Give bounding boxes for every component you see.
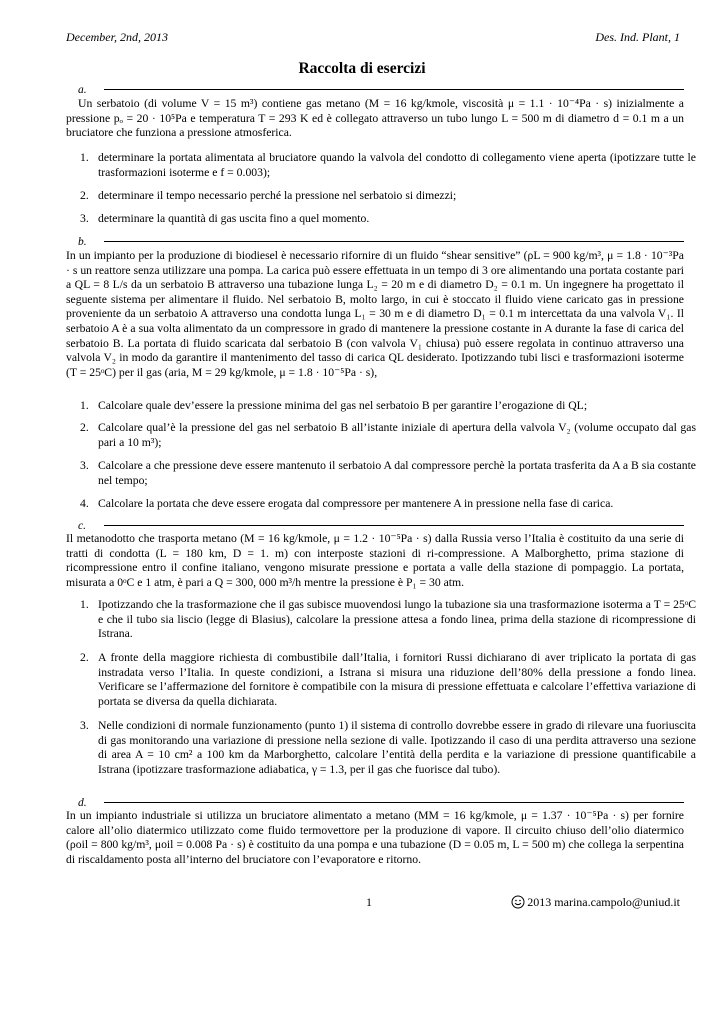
- item-text: determinare il tempo necessario perché la pressione nel serbatoio si dimezzi;: [98, 189, 457, 202]
- section-b-intro: In un impianto per la produzione di biodiesel è necessario rifornire di un fluido “shear sensitive” (ρL = 900 kg/m³, μ = 1.8 · 10⁻³Pa · s un reattore senza utilizzare una pompa. La carica può essere effettuata in un tempo di 3 ore alimentando una portata costante pari a QL = 8 L/s da un serbatoio B attraverso una tubazione lunga L₂ = 20 m e di diametro D₂ = 0.1 m. Un ingegnere ha progettato il seguente sistema per alimentare il fluido. Nel serbatoio B, molto largo, in cui è stoccato il fluido viene caricato gas in pressione proveniente da un serbatoio A attraverso una condotta lunga L₁ = 30 m e di diametro D₁ = 0.1 m intercettata da una valvola V₁. Il serbatoio A è a sua volta alimentato da un compressore in grado di mantenere la pressione costante in A durante la fase di carica del serbatoio B. La portata di fluido scaricata dal serbatoio B (con valvola V₁ chiusa) può essere regolata in continuo attraverso una valvola V₂ in modo da garantire il mantenimento del tasso di carica QL desiderato. Ipotizzando tubi lisci e trasformazioni isoterme (T = 25ᵒC) per il gas (aria, M = 29 kg/kmole, μ = 1.8 · 10⁻⁵Pa · s),: [66, 249, 684, 379]
- section-b-item-3: 3. Calcolare a che pressione deve essere mantenuto il serbatoio A dal compressore perchè la portata trasferita da A a B sia costante nel tempo;: [80, 459, 696, 487]
- item-text: Nelle condizioni di normale funzionamento (punto 1) il sistema di controllo dovrebbe essere in grado di rilevare una fuoriuscita di gas monitorando una variazione di pressione nella sezione di valle. Ipotizzando il caso di una perdita attraverso una sezione di area A = 10 cm² a 100 km da Marborghetto, calcolare l’entità della perdita e la variazione di pressione quantificabile a Istrana (ipotizzare trasformazione adiabatica, γ = 1.3, per il gas che fuorisce dal tubo).: [98, 719, 696, 776]
- header-date: December, 2nd, 2013: [66, 30, 168, 44]
- item-text: Calcolare la portata che deve essere erogata dal compressore per mantenere A in pressione nella fase di carica.: [98, 497, 614, 510]
- section-divider: [104, 525, 684, 526]
- section-b-item-1: 1. Calcolare quale dev’essere la pressione minima del gas nel serbatoio B per garantire l’erogazione di QL;: [80, 399, 588, 412]
- section-letter: c.: [78, 520, 86, 532]
- section-c-item-2: 2. A fronte della maggiore richiesta di combustibile dall’Italia, i fornitori Russi dichiarano di aver triplicato la portata di gas instradata verso l’Italia. In queste condizioni, a Istrana si misura una riduzione dell’80% della pressione a fondo linea. Verificare se l’affermazione del fornitore è compatibile con la misura di pressione effettuata e calcolare l’effettiva variazione di portata se diversa da quella dichiarata.: [80, 651, 696, 708]
- section-b-item-2: 2. Calcolare qual’è la pressione del gas nel serbatoio B all’istante iniziale di apertura della valvola V₂ (volume occupato dal gas pari a 10 m³);: [80, 421, 696, 449]
- section-b-heading: [66, 236, 684, 250]
- item-text: Calcolare qual’è la pressione del gas nel serbatoio B all’istante iniziale di apertura della valvola V₂ (volume occupato dal gas pari a 10 m³);: [98, 421, 696, 449]
- item-text: determinare la portata alimentata al bruciatore quando la valvola del condotto di collegamento viene aperta (ipotizzare tutte le trasformazioni isoterme e f = 0.003);: [98, 151, 696, 179]
- item-text: Calcolare a che pressione deve essere mantenuto il serbatoio A dal compressore perchè la portata trasferita da A a B sia costante nel tempo;: [98, 459, 696, 487]
- page-number: 1: [366, 895, 372, 909]
- page-title: Raccolta di esercizi: [298, 60, 426, 77]
- section-a-heading: [66, 84, 684, 98]
- section-a-item-1: 1. determinare la portata alimentata al bruciatore quando la valvola del condotto di collegamento viene aperta (ipotizzare tutte le trasformazioni isoterme e f = 0.003);: [80, 151, 696, 179]
- section-a-item-3: 3. determinare la quantità di gas uscita fino a quel momento.: [80, 212, 370, 225]
- section-d-intro: In un impianto industriale si utilizza un bruciatore alimentato a metano (MM = 16 kg/kmole, μ = 1.37 · 10⁻⁵Pa · s) per fornire calore all’olio diatermico utilizzato come fluido termovettore per la produzione di vapore. Il circuito chiuso dell’olio diatermico (ρoil = 800 kg/m³, μoil = 0.008 Pa · s) è costituito da una pompa e una tubazione (D = 0.05 m, L = 500 m) che collega la serpentina di riscaldamento posta all’interno del bruciatore con l’evaporatore e ritorno.: [66, 809, 684, 866]
- section-divider: [104, 89, 684, 90]
- section-a-item-2: 2. determinare il tempo necessario perché la pressione nel serbatoio si dimezzi;: [80, 189, 457, 202]
- item-text: Calcolare quale dev’essere la pressione minima del gas nel serbatoio B per garantire l’erogazione di QL;: [98, 399, 588, 412]
- item-text: Ipotizzando che la trasformazione che il gas subisce muovendosi lungo la tubazione sia una trasformazione isoterma a T = 25ᵒC e che il tubo sia liscio (legge di Blasius), calcolare la pressione attesa a fondo linea, prima della stazione di ricompressione di Istrana.: [98, 598, 696, 641]
- section-c-item-1: 1. Ipotizzando che la trasformazione che il gas subisce muovendosi lungo la tubazione sia una trasformazione isoterma a T = 25ᵒC e che il tubo sia liscio (legge di Blasius), calcolare la pressione attesa a fondo linea, prima della stazione di ricompressione di Istrana.: [80, 598, 696, 641]
- section-letter: a.: [78, 84, 87, 96]
- section-c-intro: Il metanodotto che trasporta metano (M = 16 kg/kmole, μ = 1.2 · 10⁻⁵Pa · s) dalla Russia verso l’Italia è costituito da una serie di tratti di condotta (L = 180 km, D = 1. m) con interposte stazioni di ri-compressione. A Malborghetto, prima stazione di ricompressione entro il confine italiano, vengono misurate pressione e portata a valle della stazione di pompaggio. La portata, misurata a 0ᵒC e 1 atm, è pari a Q = 300, 000 m³/h mentre la pressione è P₁ = 30 atm.: [66, 532, 684, 589]
- item-text: A fronte della maggiore richiesta di combustibile dall’Italia, i fornitori Russi dichiarano di aver triplicato la portata di gas instradata verso l’Italia. In queste condizioni, a Istrana si misura una riduzione dell’80% della pressione a fondo linea. Verificare se l’affermazione del fornitore è compatibile con la misura di pressione effettuata e calcolare l’effettiva variazione di portata se diversa da quella dichiarata.: [98, 651, 696, 708]
- smiley-icon: [511, 895, 525, 909]
- copyright: [511, 895, 680, 910]
- copyright-text: 2013 marina.campolo@uniud.it: [527, 895, 680, 909]
- header-course: Des. Ind. Plant, 1: [595, 30, 680, 44]
- section-c-item-3: 3. Nelle condizioni di normale funzionamento (punto 1) il sistema di controllo dovrebbe essere in grado di rilevare una fuoriuscita di gas monitorando una variazione di pressione nella sezione di valle. Ipotizzando il caso di una perdita attraverso una sezione di area A = 10 cm² a 100 km da Marborghetto, calcolare l’entità della perdita e la variazione di pressione quantificabile a Istrana (ipotizzare trasformazione adiabatica, γ = 1.3, per il gas che fuorisce dal tubo).: [80, 719, 696, 776]
- section-a-intro: Un serbatoio (di volume V = 15 m³) contiene gas metano (M = 16 kg/kmole, viscosità μ = 1.1 · 10⁻⁴Pa · s) inizialmente a pressione pₒ = 20 · 10⁵Pa e temperatura T = 293 K ed è collegato attraverso un tubo lungo L = 500 m di diametro d = 0.1 m a un bruciatore che funziona a pressione atmosferica.: [66, 97, 684, 140]
- section-letter: b.: [78, 236, 87, 248]
- section-divider: [104, 802, 684, 803]
- section-letter: d.: [78, 797, 87, 809]
- item-text: determinare la quantità di gas uscita fino a quel momento.: [98, 212, 370, 225]
- section-b-item-4: 4. Calcolare la portata che deve essere erogata dal compressore per mantenere A in pressione nella fase di carica.: [80, 497, 614, 510]
- section-divider: [104, 241, 684, 242]
